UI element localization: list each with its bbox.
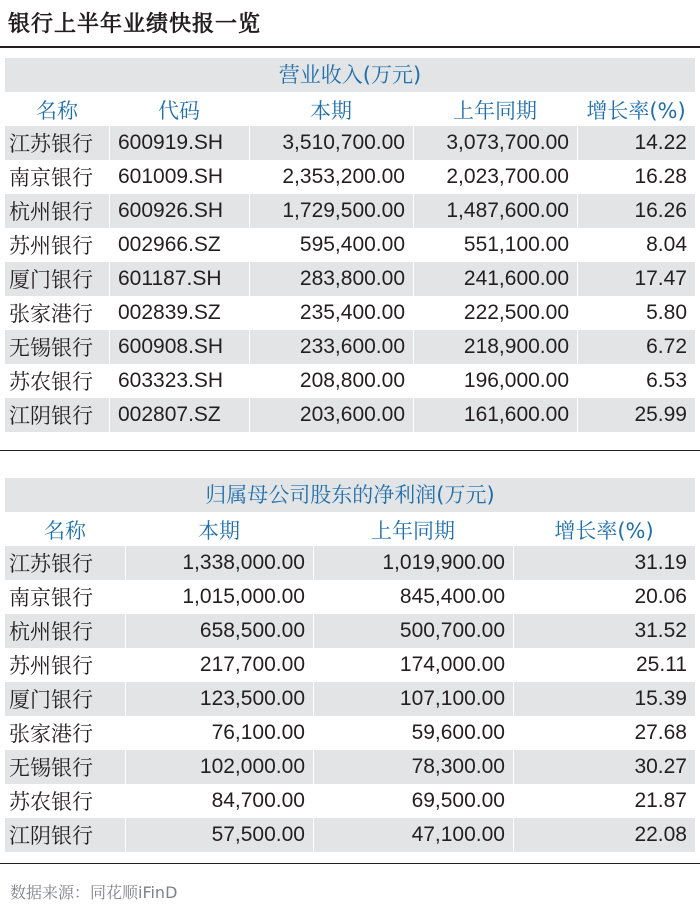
table-row — [5, 546, 695, 580]
title-divider — [0, 46, 700, 48]
stock-code-cell: 600926.SH — [109, 194, 249, 228]
prior-year-value-cell: 1,487,600.00 — [413, 194, 577, 228]
section-divider — [0, 450, 700, 451]
prior-year-value-cell: 107,100.00 — [313, 682, 513, 716]
prior-year-value-cell: 59,600.00 — [313, 716, 513, 750]
growth-rate-cell: 5.80 — [577, 296, 695, 330]
bank-name-cell: 江阴银行 — [5, 818, 125, 852]
current-value-cell: 1,338,000.00 — [125, 546, 313, 580]
prior-year-value-cell: 3,073,700.00 — [413, 126, 577, 160]
current-value-cell: 102,000.00 — [125, 750, 313, 784]
bank-name-cell: 苏农银行 — [5, 364, 109, 398]
current-value-cell: 208,800.00 — [249, 364, 413, 398]
bank-name-cell: 苏农银行 — [5, 784, 125, 818]
growth-rate-cell: 8.04 — [577, 228, 695, 262]
current-value-cell: 2,353,200.00 — [249, 160, 413, 194]
prior-year-value-cell: 161,600.00 — [413, 398, 577, 432]
net-profit-table — [5, 514, 695, 852]
stock-code-cell: 600919.SH — [109, 126, 249, 160]
table-row — [5, 160, 695, 194]
table-row — [5, 126, 695, 160]
growth-rate-cell: 25.11 — [513, 648, 695, 682]
bank-name-cell: 张家港行 — [5, 296, 109, 330]
growth-rate-cell: 20.06 — [513, 580, 695, 614]
table-row — [5, 648, 695, 682]
prior-year-value-cell: 2,023,700.00 — [413, 160, 577, 194]
source-note: 数据来源：同花顺iFinD — [10, 883, 178, 902]
prior-year-value-cell: 1,019,900.00 — [313, 546, 513, 580]
growth-rate-cell: 6.53 — [577, 364, 695, 398]
stock-code-cell: 002839.SZ — [109, 296, 249, 330]
bank-name-cell: 江苏银行 — [5, 126, 109, 160]
current-value-cell: 1,015,000.00 — [125, 580, 313, 614]
current-value-cell: 203,600.00 — [249, 398, 413, 432]
current-value-cell: 283,800.00 — [249, 262, 413, 296]
growth-rate-cell: 31.52 — [513, 614, 695, 648]
bank-name-cell: 杭州银行 — [5, 614, 125, 648]
table-row — [5, 398, 695, 432]
table-row — [5, 194, 695, 228]
bank-name-cell: 苏州银行 — [5, 228, 109, 262]
bank-name-cell: 杭州银行 — [5, 194, 109, 228]
column-header-current: 本期 — [198, 519, 240, 543]
current-value-cell: 217,700.00 — [125, 648, 313, 682]
table-row — [5, 262, 695, 296]
prior-year-value-cell: 69,500.00 — [313, 784, 513, 818]
prior-year-value-cell: 47,100.00 — [313, 818, 513, 852]
bank-name-cell: 江阴银行 — [5, 398, 109, 432]
page-title: 银行上半年业绩快报一览 — [8, 12, 262, 37]
growth-rate-cell: 21.87 — [513, 784, 695, 818]
column-header-growth: 增长率(%) — [586, 99, 686, 123]
growth-rate-cell: 31.19 — [513, 546, 695, 580]
stock-code-cell: 601009.SH — [109, 160, 249, 194]
revenue-section-title: 营业收入(万元) — [5, 58, 695, 92]
bank-name-cell: 苏州银行 — [5, 648, 125, 682]
revenue-table — [5, 94, 695, 432]
growth-rate-cell: 25.99 — [577, 398, 695, 432]
current-value-cell: 233,600.00 — [249, 330, 413, 364]
net-profit-header-row — [5, 514, 695, 546]
bank-name-cell: 厦门银行 — [5, 682, 125, 716]
current-value-cell: 84,700.00 — [125, 784, 313, 818]
section-divider — [0, 863, 700, 864]
prior-year-value-cell: 551,100.00 — [413, 228, 577, 262]
bank-name-cell: 无锡银行 — [5, 750, 125, 784]
prior-year-value-cell: 218,900.00 — [413, 330, 577, 364]
bank-name-cell: 南京银行 — [5, 160, 109, 194]
growth-rate-cell: 16.28 — [577, 160, 695, 194]
growth-rate-cell: 6.72 — [577, 330, 695, 364]
stock-code-cell: 601187.SH — [109, 262, 249, 296]
current-value-cell: 658,500.00 — [125, 614, 313, 648]
table-row — [5, 818, 695, 852]
growth-rate-cell: 14.22 — [577, 126, 695, 160]
table-row — [5, 580, 695, 614]
net-profit-section-title: 归属母公司股东的净利润(万元) — [5, 478, 695, 512]
column-header-code: 代码 — [158, 99, 200, 123]
column-header-name: 名称 — [36, 99, 78, 123]
bank-name-cell: 江苏银行 — [5, 546, 125, 580]
growth-rate-cell: 22.08 — [513, 818, 695, 852]
prior-year-value-cell: 78,300.00 — [313, 750, 513, 784]
prior-year-value-cell: 241,600.00 — [413, 262, 577, 296]
table-row — [5, 228, 695, 262]
current-value-cell: 235,400.00 — [249, 296, 413, 330]
bank-name-cell: 南京银行 — [5, 580, 125, 614]
column-header-prior-year: 上年同期 — [371, 519, 455, 543]
growth-rate-cell: 15.39 — [513, 682, 695, 716]
table-row — [5, 364, 695, 398]
table-row — [5, 750, 695, 784]
table-row — [5, 784, 695, 818]
revenue-header-row — [5, 94, 695, 126]
bank-name-cell: 厦门银行 — [5, 262, 109, 296]
prior-year-value-cell: 500,700.00 — [313, 614, 513, 648]
growth-rate-cell: 27.68 — [513, 716, 695, 750]
stock-code-cell: 603323.SH — [109, 364, 249, 398]
stock-code-cell: 600908.SH — [109, 330, 249, 364]
growth-rate-cell: 17.47 — [577, 262, 695, 296]
stock-code-cell: 002807.SZ — [109, 398, 249, 432]
current-value-cell: 123,500.00 — [125, 682, 313, 716]
table-row — [5, 716, 695, 750]
column-header-growth: 增长率(%) — [554, 519, 654, 543]
bank-name-cell: 张家港行 — [5, 716, 125, 750]
bank-name-cell: 无锡银行 — [5, 330, 109, 364]
prior-year-value-cell: 196,000.00 — [413, 364, 577, 398]
growth-rate-cell: 30.27 — [513, 750, 695, 784]
table-row — [5, 296, 695, 330]
table-row — [5, 330, 695, 364]
prior-year-value-cell: 174,000.00 — [313, 648, 513, 682]
prior-year-value-cell: 222,500.00 — [413, 296, 577, 330]
current-value-cell: 76,100.00 — [125, 716, 313, 750]
current-value-cell: 1,729,500.00 — [249, 194, 413, 228]
column-header-prior-year: 上年同期 — [453, 99, 537, 123]
column-header-name: 名称 — [44, 519, 86, 543]
current-value-cell: 57,500.00 — [125, 818, 313, 852]
column-header-current: 本期 — [310, 99, 352, 123]
current-value-cell: 595,400.00 — [249, 228, 413, 262]
table-row — [5, 682, 695, 716]
prior-year-value-cell: 845,400.00 — [313, 580, 513, 614]
stock-code-cell: 002966.SZ — [109, 228, 249, 262]
growth-rate-cell: 16.26 — [577, 194, 695, 228]
current-value-cell: 3,510,700.00 — [249, 126, 413, 160]
table-row — [5, 614, 695, 648]
